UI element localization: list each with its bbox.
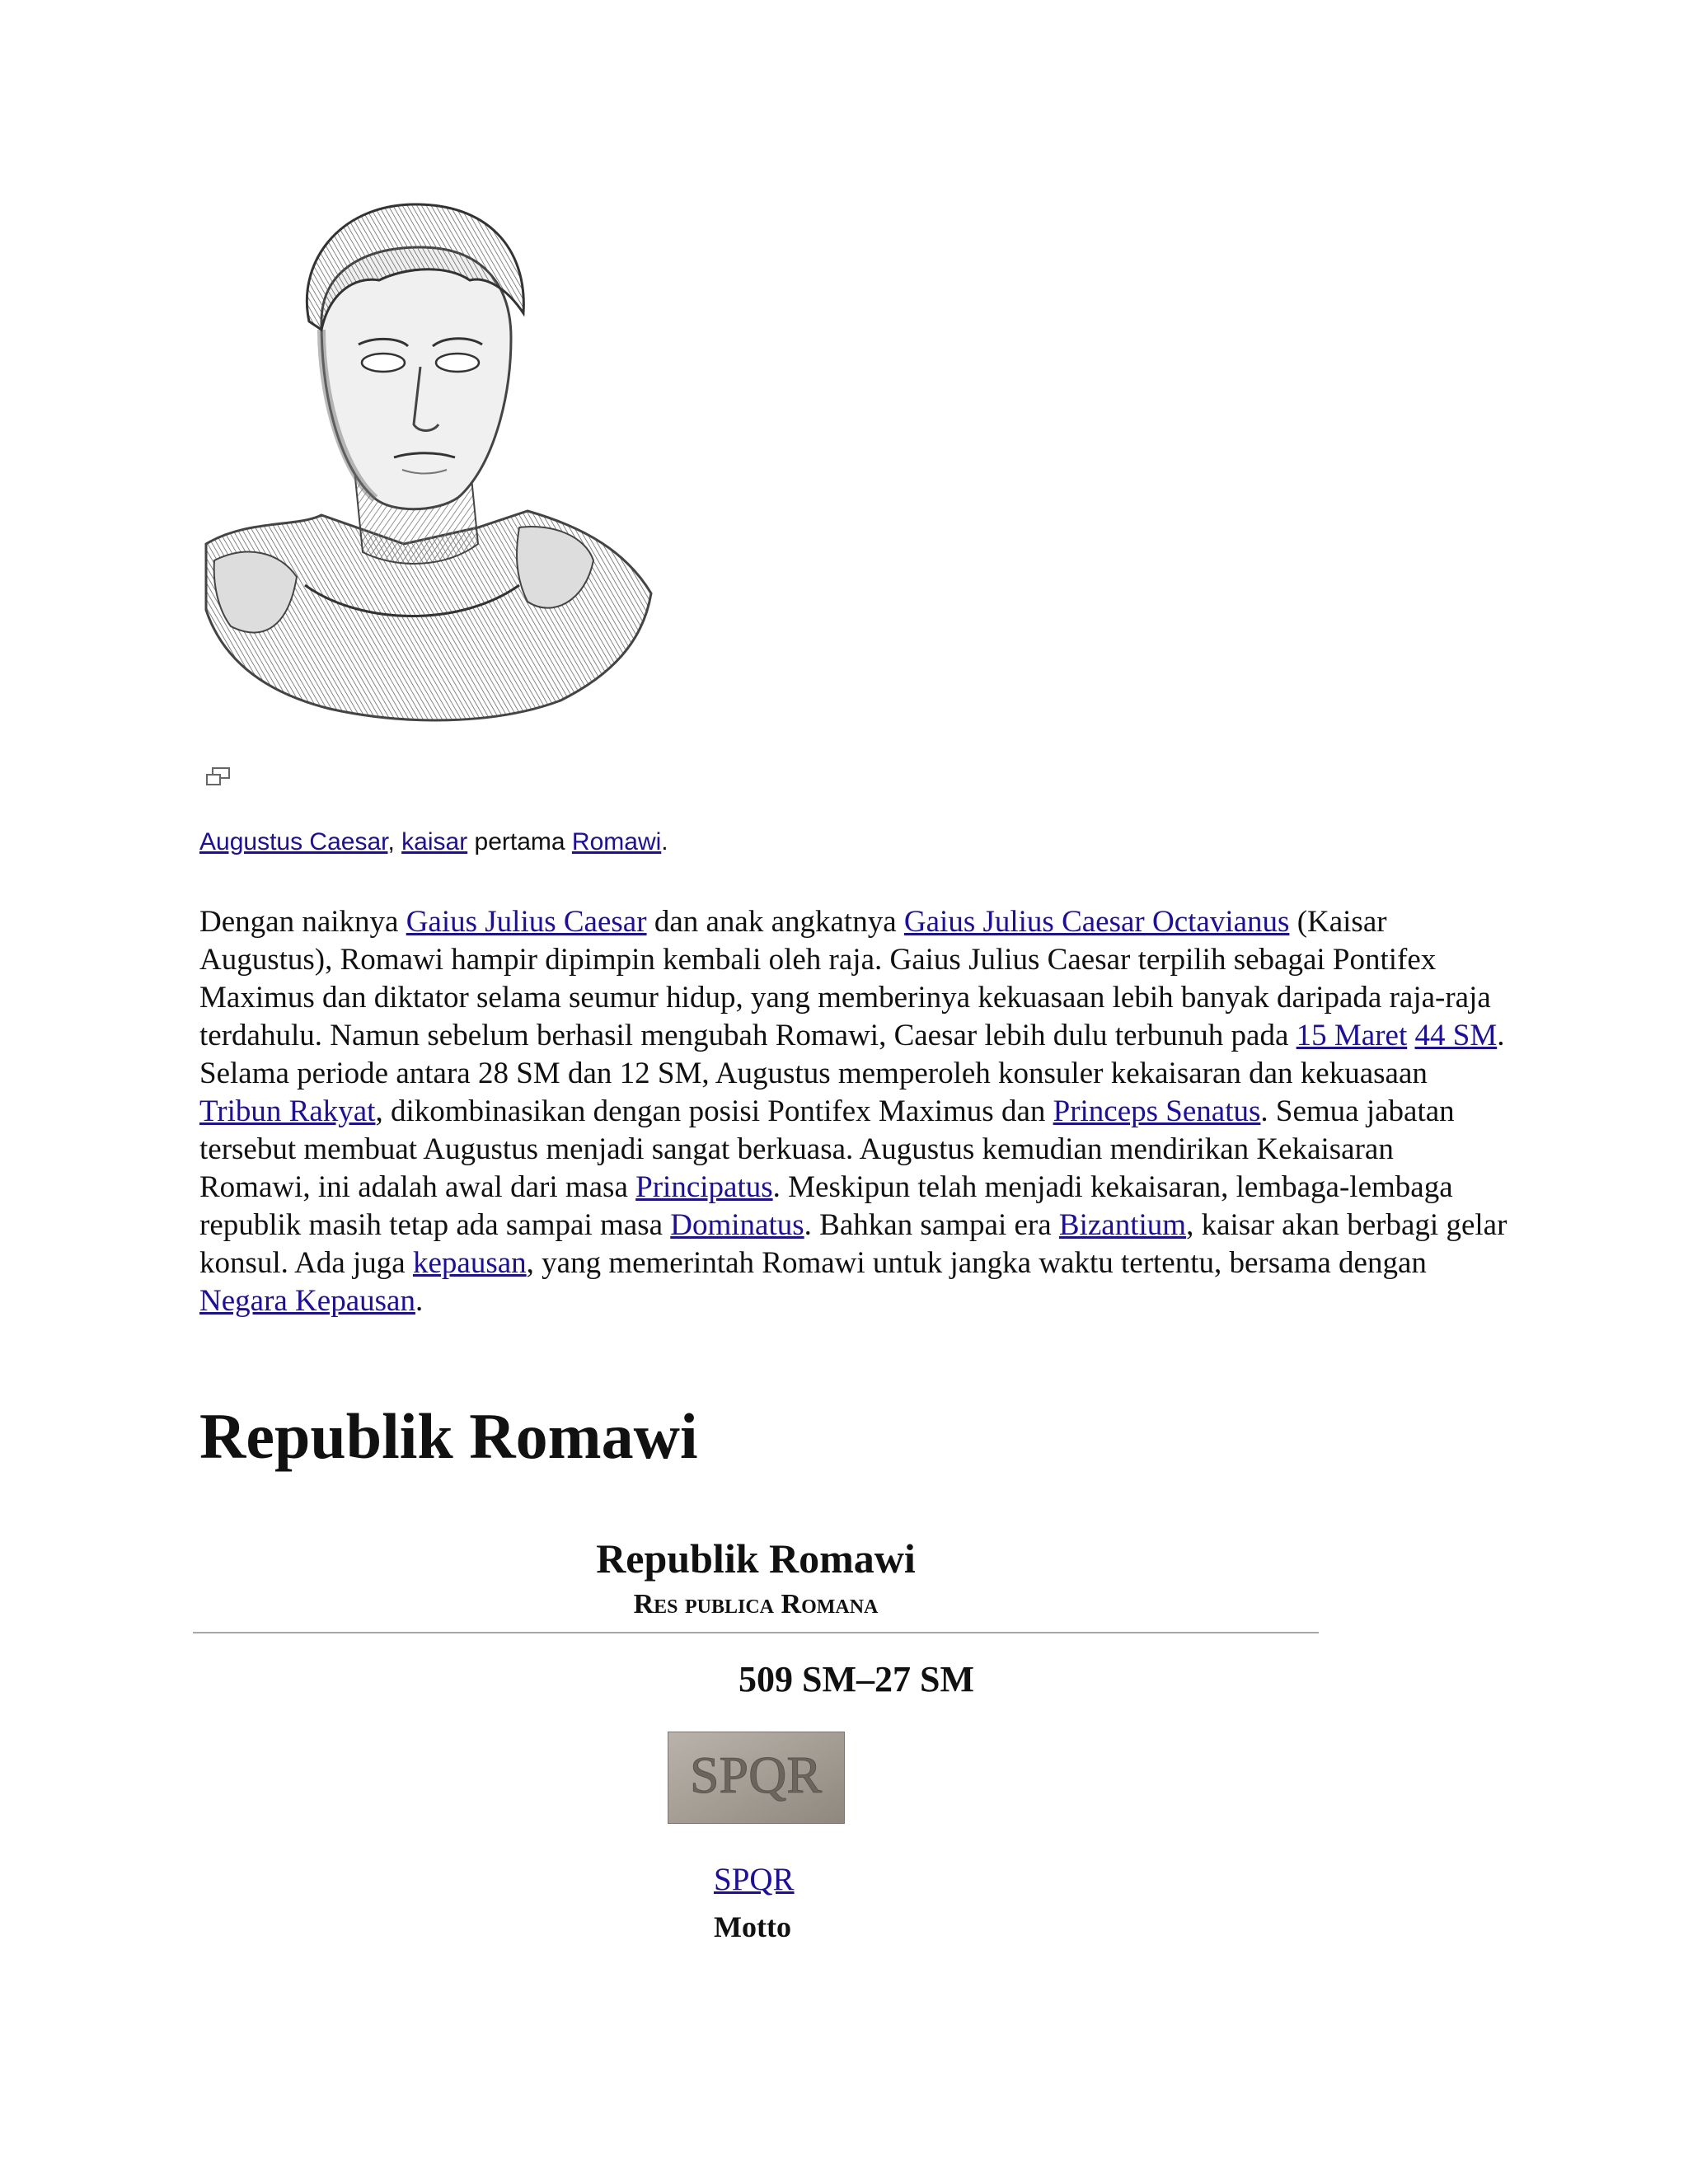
infobox-period: 509 SM–27 SM	[738, 1659, 974, 1699]
section-heading: Republik Romawi	[199, 1400, 698, 1472]
link-tribun-rakyat[interactable]: Tribun Rakyat	[199, 1094, 376, 1128]
paragraph-text	[1407, 1019, 1414, 1052]
body-paragraph	[199, 903, 1510, 1320]
link-kaisar[interactable]: kaisar	[401, 828, 468, 855]
link-dominatus[interactable]: Dominatus	[670, 1208, 804, 1242]
caption-text: pertama	[467, 828, 572, 855]
paragraph-text: dan anak angkatnya	[646, 905, 904, 939]
paragraph-text: (Kaisar Augustus), Romawi hampir dipimpin kembali oleh raja. Gaius Julius Caesar terpilih sebagai Pontifex Maximus dan diktator selama seumur hidup, yang memberinya kekuasaan lebih banyak daripada raja-raja terdahulu. Namun sebelum berhasil mengubah Romawi, Caesar lebih dulu terbunuh pada	[199, 905, 1491, 1052]
link-augustus-caesar[interactable]: Augustus Caesar	[199, 828, 388, 855]
paragraph-text: . Selama periode antara 28 SM dan 12 SM, Augustus memperoleh konsuler kekaisaran dan kekuasaan	[199, 1019, 1505, 1090]
enlarge-icon[interactable]	[204, 766, 232, 788]
link-romawi[interactable]: Romawi	[571, 828, 662, 855]
link-bizantium[interactable]: Bizantium	[1058, 1208, 1187, 1242]
link-15-maret[interactable]: 15 Maret	[1296, 1019, 1408, 1052]
link-kepausan[interactable]: kepausan	[412, 1246, 527, 1280]
paragraph-text: .	[415, 1284, 424, 1318]
motto-label: Motto	[714, 1910, 791, 1943]
infobox-divider	[193, 1632, 1319, 1633]
link-gaius-julius-caesar[interactable]: Gaius Julius Caesar	[406, 905, 647, 939]
link-44-sm[interactable]: 44 SM	[1414, 1019, 1498, 1052]
spqr-emblem-text: SPQR	[689, 1746, 823, 1804]
link-principatus[interactable]: Principatus	[635, 1170, 773, 1204]
link-octavianus[interactable]: Gaius Julius Caesar Octavianus	[903, 905, 1290, 939]
paragraph-text: . Meskipun telah menjadi kekaisaran, lembaga-lembaga republik masih tetap ada sampai masa	[199, 1170, 1453, 1242]
paragraph-text: , dikombinasikan dengan posisi Pontifex Maximus dan	[375, 1094, 1053, 1128]
image-caption	[199, 824, 1436, 860]
paragraph-text: , kaisar akan berbagi gelar konsul. Ada juga	[199, 1208, 1507, 1280]
link-spqr[interactable]: SPQR	[714, 1862, 795, 1897]
infobox-subtitle: Res publica Romana	[633, 1589, 879, 1619]
link-negara-kepausan[interactable]: Negara Kepausan	[199, 1284, 415, 1318]
augustus-portrait	[198, 198, 659, 725]
caption-text: ,	[387, 828, 402, 855]
link-princeps-senatus[interactable]: Princeps Senatus	[1053, 1094, 1261, 1128]
paragraph-text: Dengan naiknya	[199, 905, 406, 939]
infobox-title: Republik Romawi	[596, 1535, 916, 1582]
caption-text: .	[661, 828, 668, 855]
paragraph-text: . Semua jabatan tersebut membuat Augustus menjadi sangat berkuasa. Augustus kemudian mendirikan Kekaisaran Romawi, ini adalah awal dari masa	[199, 1094, 1455, 1204]
paragraph-text: , yang memerintah Romawi untuk jangka waktu tertentu, bersama dengan	[526, 1246, 1427, 1280]
spqr-emblem-image[interactable]	[668, 1732, 845, 1824]
paragraph-text: . Bahkan sampai era	[804, 1208, 1059, 1242]
